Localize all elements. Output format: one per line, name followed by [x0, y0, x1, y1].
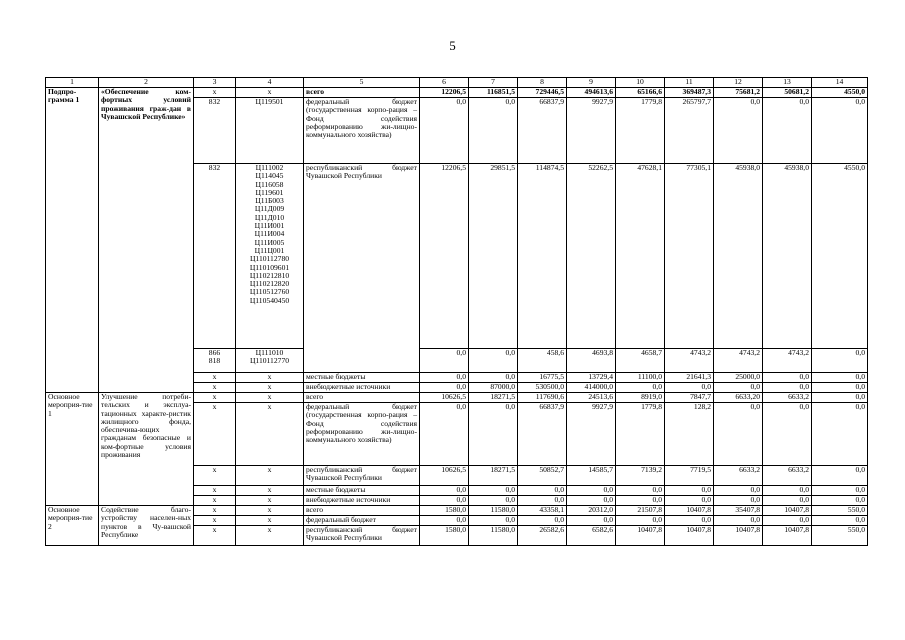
amount-cell: 0,0	[518, 486, 567, 496]
amount-cell: 4743,2	[763, 349, 812, 373]
funding-source-cell: местные бюджеты	[304, 486, 420, 496]
funding-source-cell: федеральный бюджет	[304, 516, 420, 526]
budget-class-cell	[236, 164, 304, 349]
amount-cell: 0,0	[616, 486, 665, 496]
amount-cell: 0,0	[763, 383, 812, 393]
funding-source-cell: внебюджетные источники	[304, 496, 420, 506]
amount-cell: 0,0	[616, 496, 665, 506]
amount-cell: 65166,6	[616, 88, 665, 98]
amount-cell: 0,0	[812, 383, 868, 393]
amount-cell: 4743,2	[665, 349, 714, 373]
header-cell: 5	[304, 78, 420, 88]
header-cell: 14	[812, 78, 868, 88]
amount-cell: 26582,6	[518, 526, 567, 546]
amount-cell: 0,0	[714, 486, 763, 496]
cell-line: Ц114045	[255, 171, 284, 181]
amount-cell: 0,0	[763, 516, 812, 526]
header-cell: 8	[518, 78, 567, 88]
funding-source-cell: всего	[304, 393, 420, 403]
grbs-code-cell	[194, 506, 236, 516]
amount-cell: 7719,5	[665, 466, 714, 486]
amount-cell: 0,0	[616, 516, 665, 526]
amount-cell: 50852,7	[518, 466, 567, 486]
funding-source-cell: всего	[304, 88, 420, 98]
cell-line: 866	[208, 348, 221, 357]
amount-cell: 550,0	[812, 506, 868, 516]
cell-line: Ц111010	[255, 348, 284, 357]
amount-cell: 0,0	[812, 466, 868, 486]
header-cell: 10	[616, 78, 665, 88]
amount-cell: 0,0	[812, 393, 868, 403]
cell-line: 832	[208, 97, 221, 106]
amount-cell: 9927,9	[567, 403, 616, 466]
amount-cell: 18271,5	[469, 466, 518, 486]
header-cell: 3	[194, 78, 236, 88]
cell-line: x	[212, 392, 217, 401]
table-row	[46, 506, 868, 516]
table-row	[46, 393, 868, 403]
amount-cell: 11100,0	[616, 373, 665, 383]
grbs-code-cell	[194, 383, 236, 393]
amount-cell: 24513,6	[567, 393, 616, 403]
amount-cell: 0,0	[420, 486, 469, 496]
cell-line: Ц11Ц001	[254, 245, 285, 255]
program-label-cell: Основное мероприя-тие 1	[46, 393, 99, 506]
cell-line: x	[267, 402, 272, 411]
amount-cell: 25000,0	[714, 373, 763, 383]
amount-cell: 66837,9	[518, 98, 567, 164]
amount-cell: 75681,2	[714, 88, 763, 98]
amount-cell: 0,0	[469, 486, 518, 496]
amount-cell: 0,0	[420, 516, 469, 526]
amount-cell: 0,0	[567, 486, 616, 496]
amount-cell: 7139,2	[616, 466, 665, 486]
cell-line: x	[267, 515, 272, 524]
amount-cell: 4658,7	[616, 349, 665, 373]
amount-cell: 12206,5	[420, 88, 469, 98]
header-cell: 9	[567, 78, 616, 88]
amount-cell: 43358,1	[518, 506, 567, 516]
amount-cell: 1580,0	[420, 506, 469, 516]
amount-cell: 0,0	[469, 496, 518, 506]
amount-cell: 6633,2	[714, 466, 763, 486]
header-cell: 2	[99, 78, 194, 88]
amount-cell: 14585,7	[567, 466, 616, 486]
amount-cell: 0,0	[665, 496, 714, 506]
cell-line: x	[212, 465, 217, 474]
grbs-code-cell	[194, 403, 236, 466]
amount-cell: 369487,3	[665, 88, 714, 98]
amount-cell: 117690,6	[518, 393, 567, 403]
amount-cell: 0,0	[714, 98, 763, 164]
cell-line: Ц11И005	[254, 237, 285, 247]
budget-class-cell	[236, 526, 304, 546]
amount-cell: 45938,0	[763, 164, 812, 349]
amount-cell: 0,0	[420, 383, 469, 393]
amount-cell: 0,0	[665, 383, 714, 393]
cell-line: x	[212, 382, 217, 391]
amount-cell: 0,0	[469, 373, 518, 383]
table-row	[46, 88, 868, 98]
amount-cell: 114874,5	[518, 164, 567, 349]
amount-cell: 0,0	[763, 486, 812, 496]
amount-cell: 0,0	[567, 516, 616, 526]
budget-class-cell	[236, 403, 304, 466]
amount-cell: 66837,9	[518, 403, 567, 466]
budget-class-cell	[236, 486, 304, 496]
budget-class-cell	[236, 349, 304, 373]
cell-line: x	[212, 525, 217, 534]
funding-source-cell: всего	[304, 506, 420, 516]
header-cell: 13	[763, 78, 812, 88]
amount-cell: 0,0	[812, 496, 868, 506]
grbs-code-cell	[194, 88, 236, 98]
amount-cell: 11580,0	[469, 526, 518, 546]
amount-cell: 0,0	[616, 383, 665, 393]
amount-cell: 10407,8	[714, 526, 763, 546]
cell-line: x	[267, 382, 272, 391]
cell-line: x	[212, 495, 217, 504]
amount-cell: 0,0	[469, 516, 518, 526]
amount-cell: 21507,8	[616, 506, 665, 516]
grbs-code-cell	[194, 526, 236, 546]
header-cell: 4	[236, 78, 304, 88]
amount-cell: 4550,0	[812, 88, 868, 98]
amount-cell: 0,0	[714, 383, 763, 393]
header-cell: 1	[46, 78, 99, 88]
cell-line: x	[212, 87, 217, 96]
page-number: 5	[449, 38, 456, 53]
grbs-code-cell	[194, 516, 236, 526]
amount-cell: 47628,1	[616, 164, 665, 349]
amount-cell: 0,0	[763, 373, 812, 383]
cell-line: Ц11Д010	[254, 212, 285, 222]
amount-cell: 414000,0	[567, 383, 616, 393]
cell-line: x	[267, 485, 272, 494]
program-name-cell: Улучшение потреби-тельских и эксплуа-тационных характе-ристик жилищного фонда, обеспечива-ющих гражданам безопасные и ком-фортные условия проживания	[99, 393, 194, 506]
funding-source-cell: федеральный бюджет (государственная корпо-рация – Фонд содействия реформированию жи-лищно-коммунального хозяйства)	[304, 403, 420, 466]
cell-line: Ц11И004	[254, 229, 285, 239]
amount-cell: 6582,6	[567, 526, 616, 546]
funding-source-cell: местные бюджеты	[304, 373, 420, 383]
amount-cell: 0,0	[812, 373, 868, 383]
amount-cell: 10626,5	[420, 466, 469, 486]
cell-line: 818	[208, 356, 221, 366]
amount-cell: 45938,0	[714, 164, 763, 349]
budget-class-cell	[236, 393, 304, 403]
amount-cell: 0,0	[469, 98, 518, 164]
cell-line: x	[267, 525, 272, 534]
amount-cell: 0,0	[420, 349, 469, 373]
funding-source-cell: республиканский бюджет Чувашской Республики	[304, 164, 420, 373]
amount-cell: 0,0	[518, 496, 567, 506]
amount-cell: 0,0	[812, 486, 868, 496]
amount-cell: 7847,7	[665, 393, 714, 403]
amount-cell: 0,0	[420, 496, 469, 506]
cell-line: x	[267, 495, 272, 504]
amount-cell: 116851,5	[469, 88, 518, 98]
grbs-code-cell	[194, 466, 236, 486]
amount-cell: 0,0	[665, 486, 714, 496]
program-name-cell: Содействие благо-устройству населен-ных пунктов в Чу-вашской Республике	[99, 506, 194, 546]
amount-cell: 0,0	[469, 403, 518, 466]
amount-cell: 4550,0	[812, 164, 868, 349]
cell-line: x	[212, 485, 217, 494]
amount-cell: 11580,0	[469, 506, 518, 516]
amount-cell: 0,0	[420, 98, 469, 164]
amount-cell: 0,0	[518, 516, 567, 526]
amount-cell: 0,0	[812, 98, 868, 164]
program-label-cell: Подпро-грамма 1	[46, 88, 99, 393]
amount-cell: 0,0	[420, 373, 469, 383]
cell-line: x	[212, 505, 217, 514]
amount-cell: 4693,8	[567, 349, 616, 373]
header-cell: 11	[665, 78, 714, 88]
cell-line: 832	[208, 163, 221, 172]
amount-cell: 10626,5	[420, 393, 469, 403]
grbs-code-cell	[194, 98, 236, 164]
cell-line: Ц110112770	[249, 356, 290, 366]
header-cell: 12	[714, 78, 763, 88]
budget-class-cell	[236, 466, 304, 486]
amount-cell: 1779,8	[616, 403, 665, 466]
amount-cell: 16775,5	[518, 373, 567, 383]
amount-cell: 530500,0	[518, 383, 567, 393]
cell-line: Ц111002	[255, 163, 284, 172]
amount-cell: 1779,8	[616, 98, 665, 164]
amount-cell: 0,0	[763, 98, 812, 164]
amount-cell: 29851,5	[469, 164, 518, 349]
cell-line: Ц110512760	[249, 287, 290, 297]
amount-cell: 0,0	[714, 516, 763, 526]
amount-cell: 8919,0	[616, 393, 665, 403]
amount-cell: 21641,3	[665, 373, 714, 383]
header-row	[46, 78, 868, 88]
cell-line: Ц110109601	[249, 262, 290, 272]
amount-cell: 10407,8	[763, 526, 812, 546]
amount-cell: 265797,7	[665, 98, 714, 164]
header-cell: 7	[469, 78, 518, 88]
amount-cell: 6633,2	[763, 393, 812, 403]
budget-class-cell	[236, 98, 304, 164]
amount-cell: 13729,4	[567, 373, 616, 383]
amount-cell: 10407,8	[616, 526, 665, 546]
amount-cell: 9927,9	[567, 98, 616, 164]
cell-line: Ц110112780	[249, 254, 290, 264]
funding-source-cell: внебюджетные источники	[304, 383, 420, 393]
program-name-cell: «Обеспечение ком-фортных условий проживания граж-дан в Чувашской Республике»	[99, 88, 194, 393]
amount-cell: 0,0	[665, 516, 714, 526]
cell-line: x	[267, 392, 272, 401]
amount-cell: 87000,0	[469, 383, 518, 393]
cell-line: x	[212, 402, 217, 411]
amount-cell: 0,0	[812, 349, 868, 373]
grbs-code-cell	[194, 349, 236, 373]
grbs-code-cell	[194, 393, 236, 403]
amount-cell: 10407,8	[763, 506, 812, 516]
cell-line: x	[212, 515, 217, 524]
cell-line: Ц11И001	[254, 221, 285, 231]
grbs-code-cell	[194, 164, 236, 349]
budget-class-cell	[236, 496, 304, 506]
header-cell: 6	[420, 78, 469, 88]
amount-cell: 35407,8	[714, 506, 763, 516]
funding-source-cell: республиканский бюджет Чувашской Республики	[304, 466, 420, 486]
grbs-code-cell	[194, 486, 236, 496]
budget-class-cell	[236, 383, 304, 393]
amount-cell: 6633,2	[763, 466, 812, 486]
amount-cell: 4743,2	[714, 349, 763, 373]
cell-line: x	[267, 372, 272, 381]
amount-cell: 550,0	[812, 526, 868, 546]
amount-cell: 18271,5	[469, 393, 518, 403]
cell-line: x	[267, 505, 272, 514]
amount-cell: 0,0	[763, 403, 812, 466]
amount-cell: 729446,5	[518, 88, 567, 98]
cell-line: Ц110540450	[249, 295, 290, 305]
amount-cell: 0,0	[812, 403, 868, 466]
cell-line: Ц11Б003	[255, 196, 284, 206]
budget-class-cell	[236, 373, 304, 383]
amount-cell: 0,0	[420, 403, 469, 466]
budget-class-cell	[236, 506, 304, 516]
amount-cell: 494613,6	[567, 88, 616, 98]
cell-line: x	[267, 87, 272, 96]
cell-line: x	[212, 372, 217, 381]
cell-line: Ц116058	[255, 179, 284, 189]
grbs-code-cell	[194, 496, 236, 506]
funding-source-cell: республиканский бюджет Чувашской Республики	[304, 526, 420, 546]
amount-cell: 128,2	[665, 403, 714, 466]
budget-class-cell	[236, 516, 304, 526]
cell-line: Ц119601	[255, 187, 284, 197]
amount-cell: 52262,5	[567, 164, 616, 349]
amount-cell: 0,0	[469, 349, 518, 373]
amount-cell: 0,0	[714, 496, 763, 506]
amount-cell: 10407,8	[665, 506, 714, 516]
funding-source-cell: федеральный бюджет (государственная корпо-рация – Фонд содействия реформированию жи-лищно-коммунального хозяйства)	[304, 98, 420, 164]
amount-cell: 10407,8	[665, 526, 714, 546]
cell-line: x	[267, 465, 272, 474]
budget-class-cell	[236, 88, 304, 98]
amount-cell: 0,0	[763, 496, 812, 506]
amount-cell: 0,0	[567, 496, 616, 506]
amount-cell: 20312,0	[567, 506, 616, 516]
amount-cell: 0,0	[812, 516, 868, 526]
program-label-cell: Основное мероприя-тие 2	[46, 506, 99, 546]
cell-line: Ц110212810	[249, 270, 290, 280]
amount-cell: 0,0	[714, 403, 763, 466]
amount-cell: 50681,2	[763, 88, 812, 98]
grbs-code-cell	[194, 373, 236, 383]
cell-line: Ц110212820	[249, 279, 290, 289]
amount-cell: 6633,20	[714, 393, 763, 403]
amount-cell: 77305,1	[665, 164, 714, 349]
cell-line: Ц11Д009	[254, 204, 285, 214]
budget-table	[45, 77, 868, 546]
cell-line: Ц119501	[255, 97, 284, 106]
amount-cell: 1580,0	[420, 526, 469, 546]
amount-cell: 458,6	[518, 349, 567, 373]
amount-cell: 12206,5	[420, 164, 469, 349]
